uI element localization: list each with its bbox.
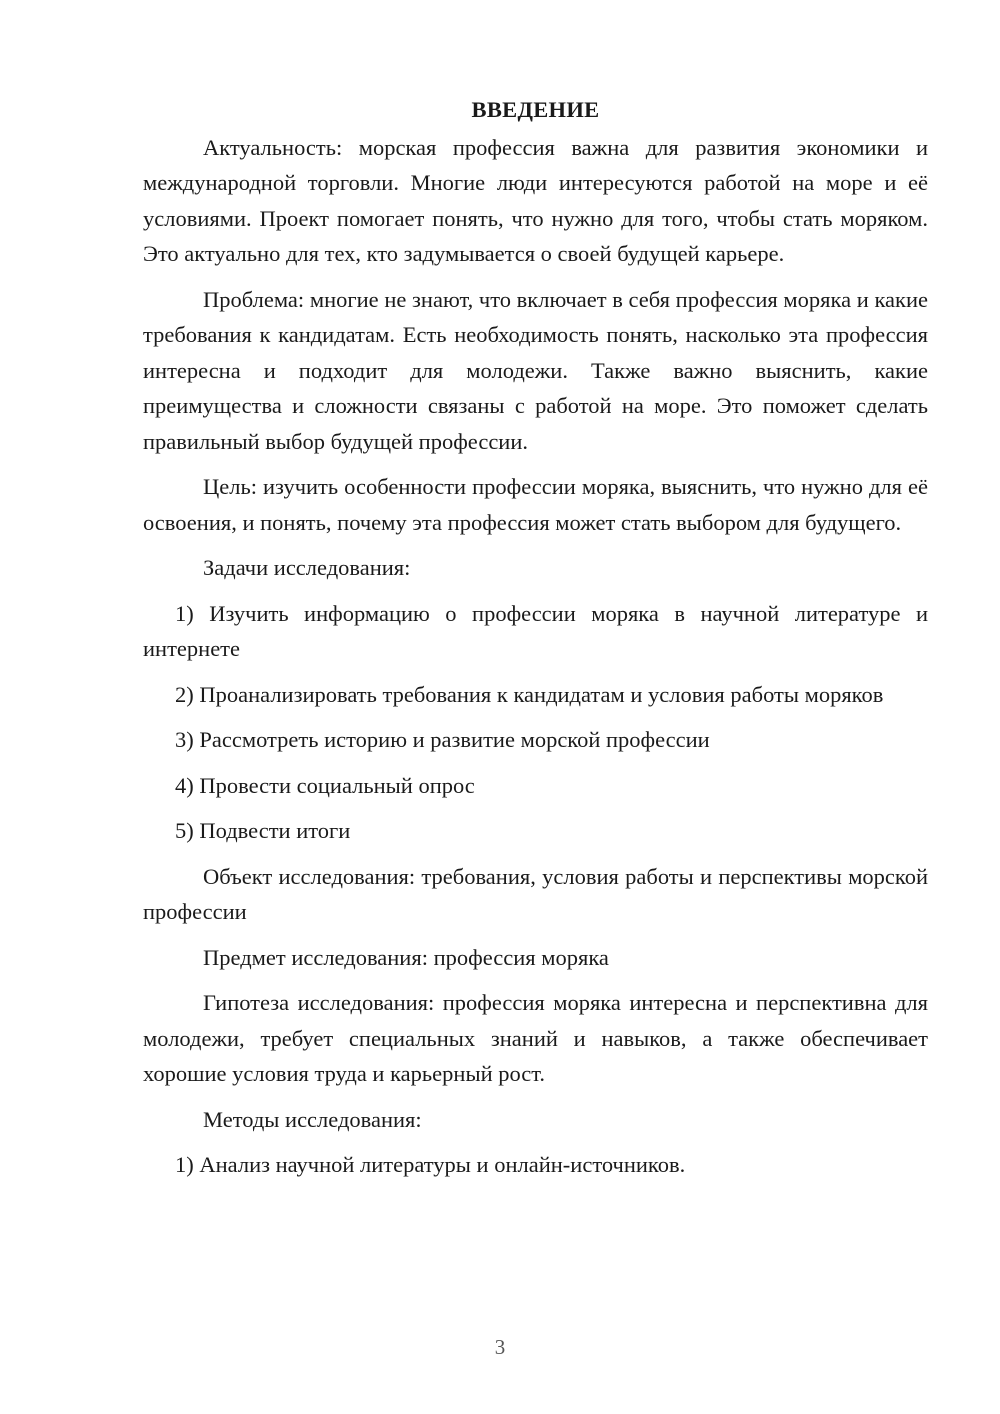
relevance-paragraph: Актуальность: морская профессия важна для развития экономики и международной торговли. Многие люди интересуются работой на море и её условиями. Проект помогает понять, что нужно для того, чтобы стать моряком. Это актуально для тех, кто задумывается о своей будущей карьере.	[143, 134, 928, 266]
tasks-heading: Задачи исследования:	[203, 555, 411, 580]
methods-heading: Методы исследования:	[203, 1106, 422, 1132]
document-page	[143, 92, 928, 1193]
problem-paragraph: Проблема: многие не знают, что включает в себя профессия моряка и какие требования к кандидатам. Есть необходимость понять, насколько эта профессия интересна и подходит для молодежи. Также важно выяснить, какие преимущества и сложности связаны с работой на море. Это поможет сделать правильный выбор будущей профессии.	[143, 286, 928, 454]
hypothesis-paragraph: Гипотеза исследования: профессия моряка интересна и перспективна для молодежи, требует специальных знаний и навыков, а также обеспечивает хорошие условия труда и карьерный рост.	[143, 990, 928, 1086]
task-item: 2) Проанализировать требования к кандидатам и условия работы моряков	[175, 681, 884, 707]
task-item: 3) Рассмотреть историю и развитие морской профессии	[175, 727, 710, 752]
page-number: 3	[494, 1335, 506, 1359]
goal-paragraph: Цель: изучить особенности профессии моряка, выяснить, что нужно для её освоения, и понять, почему эта профессия может стать выбором для будущего.	[143, 474, 928, 535]
task-item: 1) Изучить информацию о профессии моряка в научной литературе и интернете	[143, 600, 928, 661]
subject-paragraph: Предмет исследования: профессия моряка	[203, 944, 609, 970]
object-paragraph: Объект исследования: требования, условия работы и перспективы морской профессии	[143, 863, 928, 924]
method-item: 1) Анализ научной литературы и онлайн-источников.	[175, 1152, 686, 1177]
task-item: 4) Провести социальный опрос	[175, 772, 475, 798]
task-item: 5) Подвести итоги	[175, 818, 351, 843]
page-title: ВВЕДЕНИЕ	[471, 97, 600, 122]
